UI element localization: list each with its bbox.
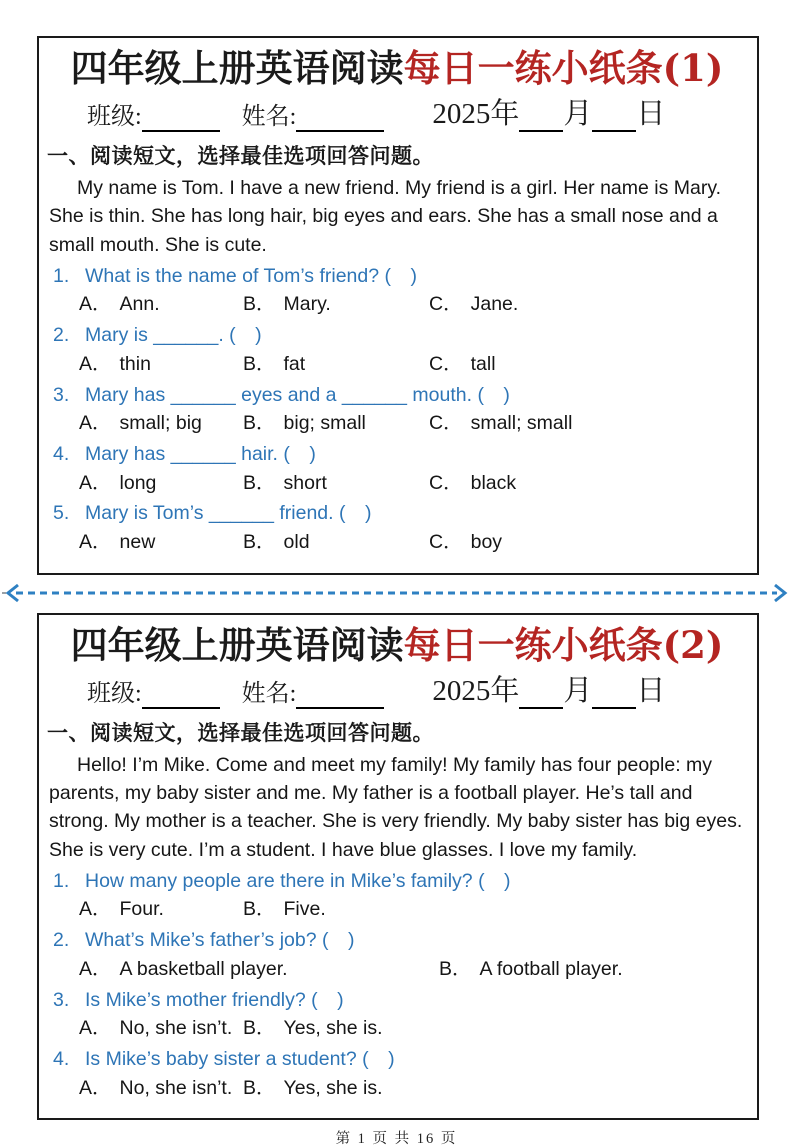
- answer-option: [243, 292, 429, 318]
- question-number: 1.: [53, 869, 70, 892]
- answer-option: [79, 897, 243, 923]
- options-row: [79, 352, 747, 378]
- practice-slip-1: [37, 36, 759, 575]
- option-text: short: [283, 471, 327, 494]
- answer-option: [79, 411, 243, 437]
- answer-option: [79, 352, 243, 378]
- answer-option: [243, 352, 429, 378]
- option-letter: A．: [79, 412, 112, 435]
- day-blank-line: [592, 106, 636, 132]
- question-number: 4.: [53, 1047, 70, 1070]
- question: [53, 323, 747, 349]
- question-number: 3.: [53, 988, 70, 1011]
- answer-option: [429, 471, 516, 497]
- option-text: Ann.: [119, 293, 160, 316]
- option-letter: B．: [243, 1076, 276, 1099]
- option-letter: A．: [79, 531, 112, 554]
- reading-passage: Hello! I’m Mike. Come and meet my family! My family has four people: my parents, my baby sister and me. My father is a football player. He’s tall and strong. My mother is a teacher. She is very friendly. My baby sister has big eyes. She is very cute. I’m a student. I have blue glasses. I love my family.: [49, 754, 743, 861]
- option-text: small; small: [470, 412, 573, 435]
- year-label: 2025年: [432, 98, 520, 131]
- question-text: How many people are there in Mike’s family? ( ): [85, 869, 511, 892]
- options-row: [79, 411, 747, 437]
- options-row: [79, 957, 747, 983]
- option-letter: C．: [429, 293, 463, 316]
- class-label: 班级:: [87, 104, 142, 131]
- year-label: 2025年: [432, 675, 520, 708]
- question-number: 4.: [53, 442, 70, 465]
- question-number: 2.: [53, 324, 70, 347]
- name-label: 姓名:: [241, 681, 297, 708]
- question-list: [47, 264, 747, 556]
- option-letter: A．: [79, 898, 112, 921]
- option-text: No, she isn’t.: [119, 1076, 233, 1099]
- option-letter: A．: [79, 293, 112, 316]
- answer-option: [79, 957, 439, 983]
- header-line: [87, 673, 747, 709]
- option-text: Mary.: [283, 293, 331, 316]
- answer-option: [429, 292, 518, 318]
- option-letter: B．: [243, 471, 276, 494]
- option-text: No, she isn’t.: [119, 1017, 233, 1040]
- option-letter: B．: [439, 957, 472, 980]
- option-text: Yes, she is.: [283, 1076, 383, 1099]
- question-text: Mary has ______ eyes and a ______ mouth. ( ): [85, 383, 510, 406]
- option-text: old: [283, 531, 310, 554]
- option-text: Five.: [283, 898, 326, 921]
- option-text: A basketball player.: [119, 957, 288, 980]
- options-row: [79, 530, 747, 556]
- answer-option: [243, 471, 429, 497]
- options-row: [79, 471, 747, 497]
- answer-option: [429, 352, 496, 378]
- option-letter: C．: [429, 352, 463, 375]
- question-number: 3.: [53, 383, 70, 406]
- name-blank-line: [296, 106, 384, 132]
- question-text: Is Mike’s mother friendly? ( ): [85, 988, 344, 1011]
- month-label: 月: [563, 675, 593, 708]
- day-blank-line: [592, 683, 636, 709]
- option-text: tall: [470, 352, 496, 375]
- section-instruction: 一、阅读短文，选择最佳选项回答问题。: [47, 145, 434, 169]
- day-label: 日: [636, 675, 666, 708]
- option-text: long: [119, 471, 157, 494]
- section-instruction: 一、阅读短文，选择最佳选项回答问题。: [47, 722, 434, 746]
- option-letter: B．: [243, 412, 276, 435]
- class-blank-line: [142, 106, 220, 132]
- option-letter: B．: [243, 293, 276, 316]
- option-letter: A．: [79, 352, 112, 375]
- option-letter: A．: [79, 1076, 112, 1099]
- question-text: Mary is ______. ( ): [85, 324, 262, 347]
- answer-option: [429, 411, 572, 437]
- question: [53, 1047, 747, 1073]
- options-row: [79, 897, 747, 923]
- practice-slip-2: [37, 613, 759, 1121]
- option-letter: A．: [79, 957, 112, 980]
- question: [53, 264, 747, 290]
- answer-option: [243, 411, 429, 437]
- question-text: Mary has ______ hair. ( ): [85, 442, 316, 465]
- name-blank-line: [296, 683, 384, 709]
- question-number: 2.: [53, 929, 70, 952]
- option-letter: B．: [243, 531, 276, 554]
- answer-option: [243, 1016, 383, 1042]
- option-text: fat: [283, 352, 306, 375]
- reading-passage: My name is Tom. I have a new friend. My friend is a girl. Her name is Mary. She is thin. She has long hair, big eyes and ears. She has a small nose and a small mouth. She is cute.: [49, 177, 722, 256]
- answer-option: [79, 530, 243, 556]
- slip-title: [47, 44, 747, 92]
- option-letter: C．: [429, 412, 463, 435]
- answer-option: [439, 957, 623, 983]
- option-text: big; small: [283, 412, 366, 435]
- option-letter: C．: [429, 471, 463, 494]
- slip-title-black: 四年级上册英语阅读: [70, 46, 404, 90]
- option-letter: B．: [243, 898, 276, 921]
- question-text: Is Mike’s baby sister a student? ( ): [85, 1047, 395, 1070]
- option-text: Jane.: [470, 293, 519, 316]
- question: [53, 988, 747, 1014]
- page-number-footer: 第 1 页 共 16 页: [335, 1131, 458, 1148]
- answer-option: [79, 1076, 243, 1102]
- option-text: black: [470, 471, 517, 494]
- question: [53, 869, 747, 895]
- question: [53, 501, 747, 527]
- cut-line-divider: [2, 582, 791, 604]
- month-blank-line: [519, 106, 563, 132]
- answer-option: [79, 1016, 243, 1042]
- option-text: A football player.: [479, 957, 623, 980]
- answer-option: [429, 530, 502, 556]
- option-text: boy: [470, 531, 503, 554]
- option-letter: A．: [79, 471, 112, 494]
- option-letter: B．: [243, 352, 276, 375]
- slip-title-red: 每日一练小纸条(1): [403, 46, 724, 90]
- slip-title-black: 四年级上册英语阅读: [70, 622, 404, 667]
- class-label: 班级:: [87, 681, 142, 708]
- option-text: small; big: [119, 412, 202, 435]
- answer-option: [79, 292, 243, 318]
- slip-title: [47, 621, 747, 669]
- answer-option: [243, 897, 326, 923]
- class-blank-line: [142, 683, 220, 709]
- day-label: 日: [636, 98, 666, 131]
- question: [53, 928, 747, 954]
- answer-option: [243, 530, 429, 556]
- option-text: new: [119, 531, 156, 554]
- option-text: Four.: [119, 898, 164, 921]
- question: [53, 442, 747, 468]
- option-letter: B．: [243, 1017, 276, 1040]
- question-number: 5.: [53, 502, 70, 525]
- option-letter: C．: [429, 531, 463, 554]
- question-text: What is the name of Tom’s friend? ( ): [85, 264, 417, 287]
- question-text: Mary is Tom’s ______ friend. ( ): [85, 502, 372, 525]
- options-row: [79, 1016, 747, 1042]
- month-blank-line: [519, 683, 563, 709]
- options-row: [79, 1076, 747, 1102]
- question-list: [47, 869, 747, 1102]
- header-line: [87, 96, 747, 132]
- month-label: 月: [563, 98, 593, 131]
- slip-title-red: 每日一练小纸条(2): [403, 622, 724, 667]
- option-text: thin: [119, 352, 151, 375]
- question-number: 1.: [53, 264, 70, 287]
- question: [53, 383, 747, 409]
- options-row: [79, 292, 747, 318]
- name-label: 姓名:: [241, 104, 297, 131]
- answer-option: [243, 1076, 383, 1102]
- question-text: What’s Mike’s father’s job? ( ): [85, 929, 355, 952]
- option-letter: A．: [79, 1017, 112, 1040]
- option-text: Yes, she is.: [283, 1017, 383, 1040]
- answer-option: [79, 471, 243, 497]
